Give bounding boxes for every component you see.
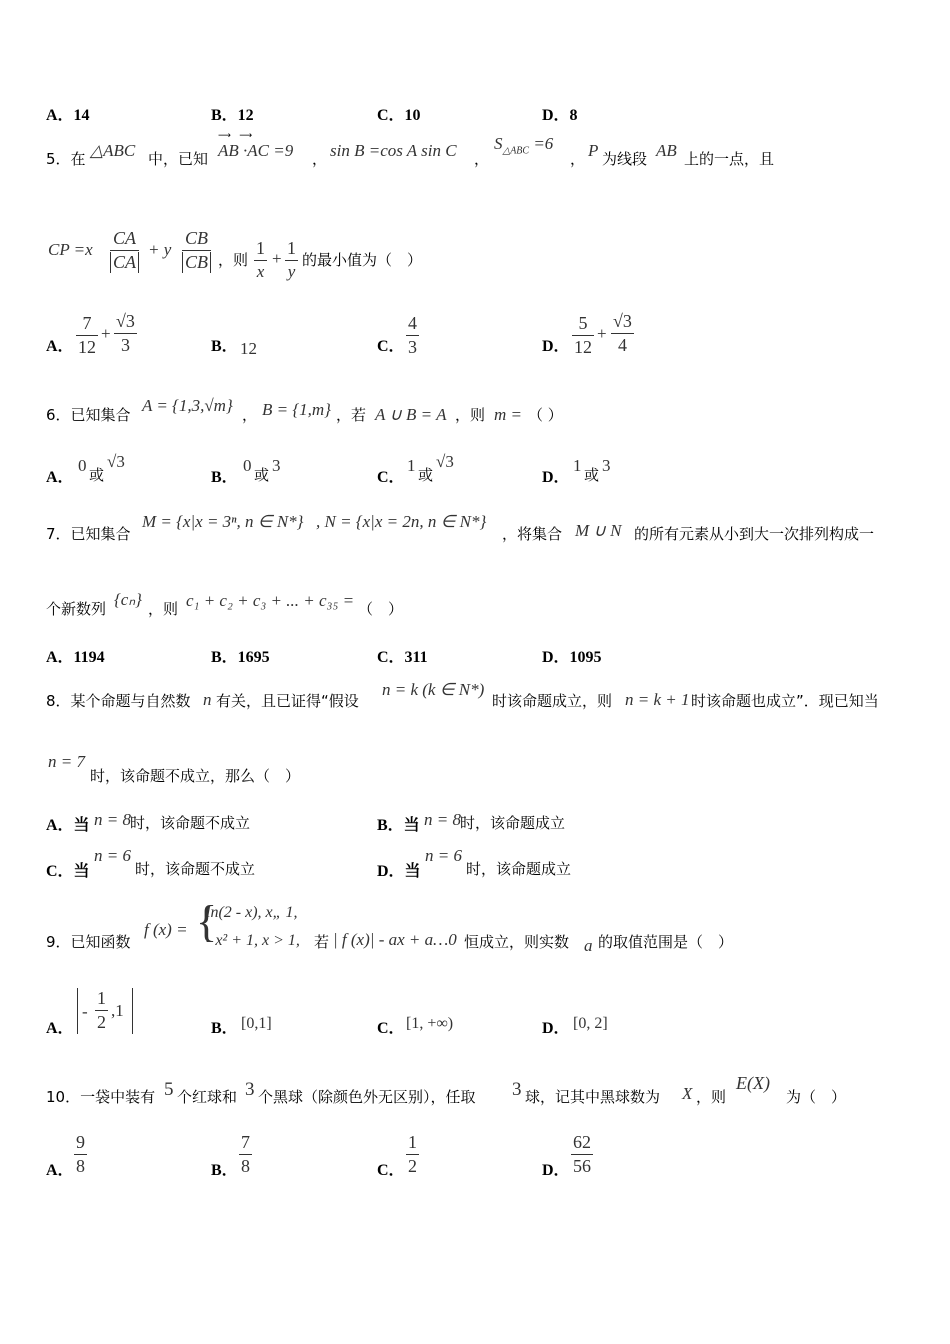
q10-option-a-frac: 9 8 — [76, 1132, 85, 1176]
q8-option-c-text: 时，该命题不成立 — [135, 860, 256, 878]
q10-option-d-label: D． — [542, 1162, 570, 1179]
q8-option-d-math: n = 6 — [425, 846, 462, 865]
q5-ca-unit-vector: CA CA — [110, 228, 139, 273]
q6-option-d-v2: 3 — [602, 456, 611, 475]
q5-point-p: P — [588, 141, 599, 160]
q5-option-d-label: D． — [542, 338, 570, 355]
comma: ， — [474, 150, 490, 168]
q6-option-a-label: A． — [46, 469, 74, 486]
q10-text: ，则 — [696, 1088, 727, 1106]
q4-option-c: C．10 — [377, 107, 421, 124]
q8-text: 时，该命题不成立，那么（ ） — [90, 767, 301, 785]
q5-option-b-value: 12 — [240, 339, 257, 358]
q7-union: M ∪ N — [575, 521, 622, 540]
q5-text: 中，已知 — [148, 150, 209, 168]
q10-text: 为（ ） — [786, 1088, 847, 1106]
q7-option-d: D．1095 — [542, 649, 602, 666]
q6-set-b: B = {1,m} — [262, 400, 331, 419]
q10-option-a-label: A． — [46, 1162, 74, 1179]
vector-arrow-icon: ⟶ ⟶ — [218, 131, 252, 141]
q8-text: 时该命题也成立”．现已知当 — [691, 692, 879, 710]
q9-a: a — [584, 936, 593, 955]
q7-text: ，则 — [148, 600, 179, 618]
q7-set-m: M = {x|x = 3ⁿ, n ∈ N*} — [142, 512, 304, 531]
q5-text: ，则 — [218, 251, 249, 269]
q10-x: X — [682, 1084, 693, 1103]
q9-option-c-value: [1, +∞) — [406, 1015, 454, 1032]
q6-text: ，则 — [455, 406, 486, 424]
q6-paren: （ ） — [528, 406, 563, 424]
q7-sequence: {cₙ} — [114, 590, 142, 609]
q8-text: 有关，且已证得“假设 — [216, 692, 359, 710]
q6-m: m = — [494, 405, 522, 424]
q8-option-b-text: 时，该命题成立 — [460, 814, 566, 832]
q5-area: $S_{\triangle ABC} =6$ — [494, 134, 554, 157]
q7-text: ，将集合 — [502, 525, 563, 543]
q5-question: 的最小值为（ ） — [302, 251, 423, 269]
q6-option-c-label: C． — [377, 469, 405, 486]
q6-option-b-v2: 3 — [272, 456, 281, 475]
q5-plus-y: + y — [148, 240, 172, 259]
q6-option-c-v1: 1 — [407, 456, 416, 475]
q6-option-d-v1: 1 — [573, 456, 582, 475]
q9-text: 恒成立，则实数 — [464, 933, 570, 951]
q9-option-d-value: [0, 2] — [573, 1015, 608, 1032]
q5-option-c-frac: 4 3 — [408, 313, 417, 357]
q5-option-a-frac2: √3 3 — [116, 311, 135, 355]
q8-text: 时该命题成立，则 — [492, 692, 613, 710]
plus: + — [101, 324, 111, 343]
q6-prefix: 6．已知集合 — [46, 406, 131, 424]
q5-one-over-x: 1 x — [256, 238, 265, 281]
q10-option-c-frac: 1 2 — [408, 1132, 417, 1176]
q9-case-2: - x² + 1, x > 1, — [206, 932, 300, 949]
q9-option-b-value: [0,1] — [241, 1015, 272, 1032]
q9-option-d-label: D． — [542, 1020, 570, 1037]
q6-option-b-label: B． — [211, 469, 238, 486]
q5-vector-product: AB ·AC =9 — [218, 141, 294, 160]
q10-text: 个黑球（除颜色外无区别），任取 — [258, 1088, 476, 1106]
q8-option-d-label: D．当 — [377, 863, 421, 880]
or: 或 — [254, 466, 270, 484]
q5-option-a-frac1: 7 12 — [78, 313, 96, 357]
q10-option-d-frac: 62 56 — [573, 1132, 591, 1176]
q10-three: 3 — [512, 1079, 522, 1100]
q8-option-b-label: B．当 — [377, 817, 420, 834]
q10-five: 5 — [164, 1079, 174, 1100]
q8-option-a-label: A．当 — [46, 817, 90, 834]
q5-triangle: △ABC — [90, 141, 136, 160]
q5-text: 上的一点，且 — [684, 150, 775, 168]
q10-option-b-label: B． — [211, 1162, 238, 1179]
q10-text: 球，记其中黑球数为 — [525, 1088, 661, 1106]
q5-trig-condition: sin B =cos A sin C — [330, 141, 457, 160]
q8-next: n = k + 1 — [625, 690, 690, 709]
q8-option-a-math: n = 8 — [94, 810, 131, 829]
q5-one-over-y: 1 y — [287, 238, 296, 281]
brace-icon: { — [196, 897, 218, 946]
q4-option-d: D．8 — [542, 107, 578, 124]
q5-option-a-label: A． — [46, 338, 74, 355]
q9-prefix: 9．已知函数 — [46, 933, 131, 951]
q10-expectation: E(X) — [736, 1073, 770, 1093]
q9-option-b-label: B． — [211, 1020, 238, 1037]
q7-set-n: , N = {x|x = 2n, n ∈ N*} — [316, 512, 487, 531]
q8-option-d-text: 时，该命题成立 — [466, 860, 572, 878]
q9-option-a-interval: - 1 2 ,1 — [77, 988, 133, 1034]
q9-inequality: | f (x)| - ax + a…0 — [333, 930, 457, 949]
q7-paren: （ ） — [358, 600, 404, 618]
comma: ， — [242, 406, 258, 424]
q10-text: 个红球和 — [177, 1088, 238, 1106]
q5-text: 为线段 — [602, 150, 648, 168]
q7-sum: c₁ + c₂ + c₃ + ... + c₃₅ = — [186, 591, 355, 610]
q9-option-c-label: C． — [377, 1020, 405, 1037]
q5-cp: CP =x — [48, 240, 93, 259]
q6-option-a-v1: 0 — [78, 456, 87, 475]
comma: ， — [570, 150, 586, 168]
q10-option-b-frac: 7 8 — [241, 1132, 250, 1176]
q8-option-a-text: 时，该命题不成立 — [130, 814, 251, 832]
q7-prefix: 7．已知集合 — [46, 525, 131, 543]
q8-n: n — [203, 690, 212, 709]
q9-case-1: ln(2 - x), x„ 1, — [206, 904, 298, 921]
q9-text: 的取值范围是（ ） — [598, 933, 734, 951]
q6-option-d-label: D． — [542, 469, 570, 486]
q6-option-b-v1: 0 — [243, 456, 252, 475]
q9-function: f (x) = — [144, 920, 188, 939]
q6-option-a-v2: √3 — [107, 452, 125, 471]
q5-option-b-label: B． — [211, 338, 238, 355]
q7-text: 的所有元素从小到大一次排列构成一 — [634, 525, 875, 543]
q6-condition: A ∪ B = A — [375, 405, 447, 424]
q6-option-c-v2: √3 — [436, 452, 454, 471]
q9-option-a-label: A． — [46, 1020, 74, 1037]
q8-option-c-label: C．当 — [46, 863, 90, 880]
q8-text: 8．某个命题与自然数 — [46, 692, 191, 710]
q7-option-b: B．1695 — [211, 649, 270, 666]
q10-prefix: 10．一袋中装有 — [46, 1088, 156, 1106]
plus: + — [597, 324, 607, 343]
q8-assumption: n = k (k ∈ N*) — [382, 680, 485, 699]
q4-option-b: B．12 — [211, 107, 254, 124]
q6-text: ，若 — [336, 406, 367, 424]
q6-set-a: A = {1,3,√m} — [142, 396, 233, 415]
or: 或 — [418, 466, 434, 484]
comma: ， — [312, 150, 328, 168]
q5-option-d-frac1: 5 12 — [574, 313, 592, 357]
q5-prefix: 5．在 — [46, 150, 86, 168]
or: 或 — [89, 466, 105, 484]
q10-three: 3 — [245, 1079, 255, 1100]
or: 或 — [584, 466, 600, 484]
q5-option-c-label: C． — [377, 338, 405, 355]
q7-option-a: A．1194 — [46, 649, 105, 666]
q8-n7: n = 7 — [48, 752, 85, 771]
q10-option-c-label: C． — [377, 1162, 405, 1179]
plus: + — [272, 249, 282, 268]
q5-option-d-frac2: √3 4 — [613, 311, 632, 355]
q5-segment-ab: AB — [656, 141, 677, 160]
q9-text: 若 — [314, 933, 330, 951]
q8-option-b-math: n = 8 — [424, 810, 461, 829]
q7-text: 个新数列 — [46, 600, 107, 618]
q7-option-c: C．311 — [377, 649, 428, 666]
q5-cb-unit-vector: CB CB — [182, 228, 211, 273]
q4-option-a: A．14 — [46, 107, 90, 124]
q8-option-c-math: n = 6 — [94, 846, 131, 865]
